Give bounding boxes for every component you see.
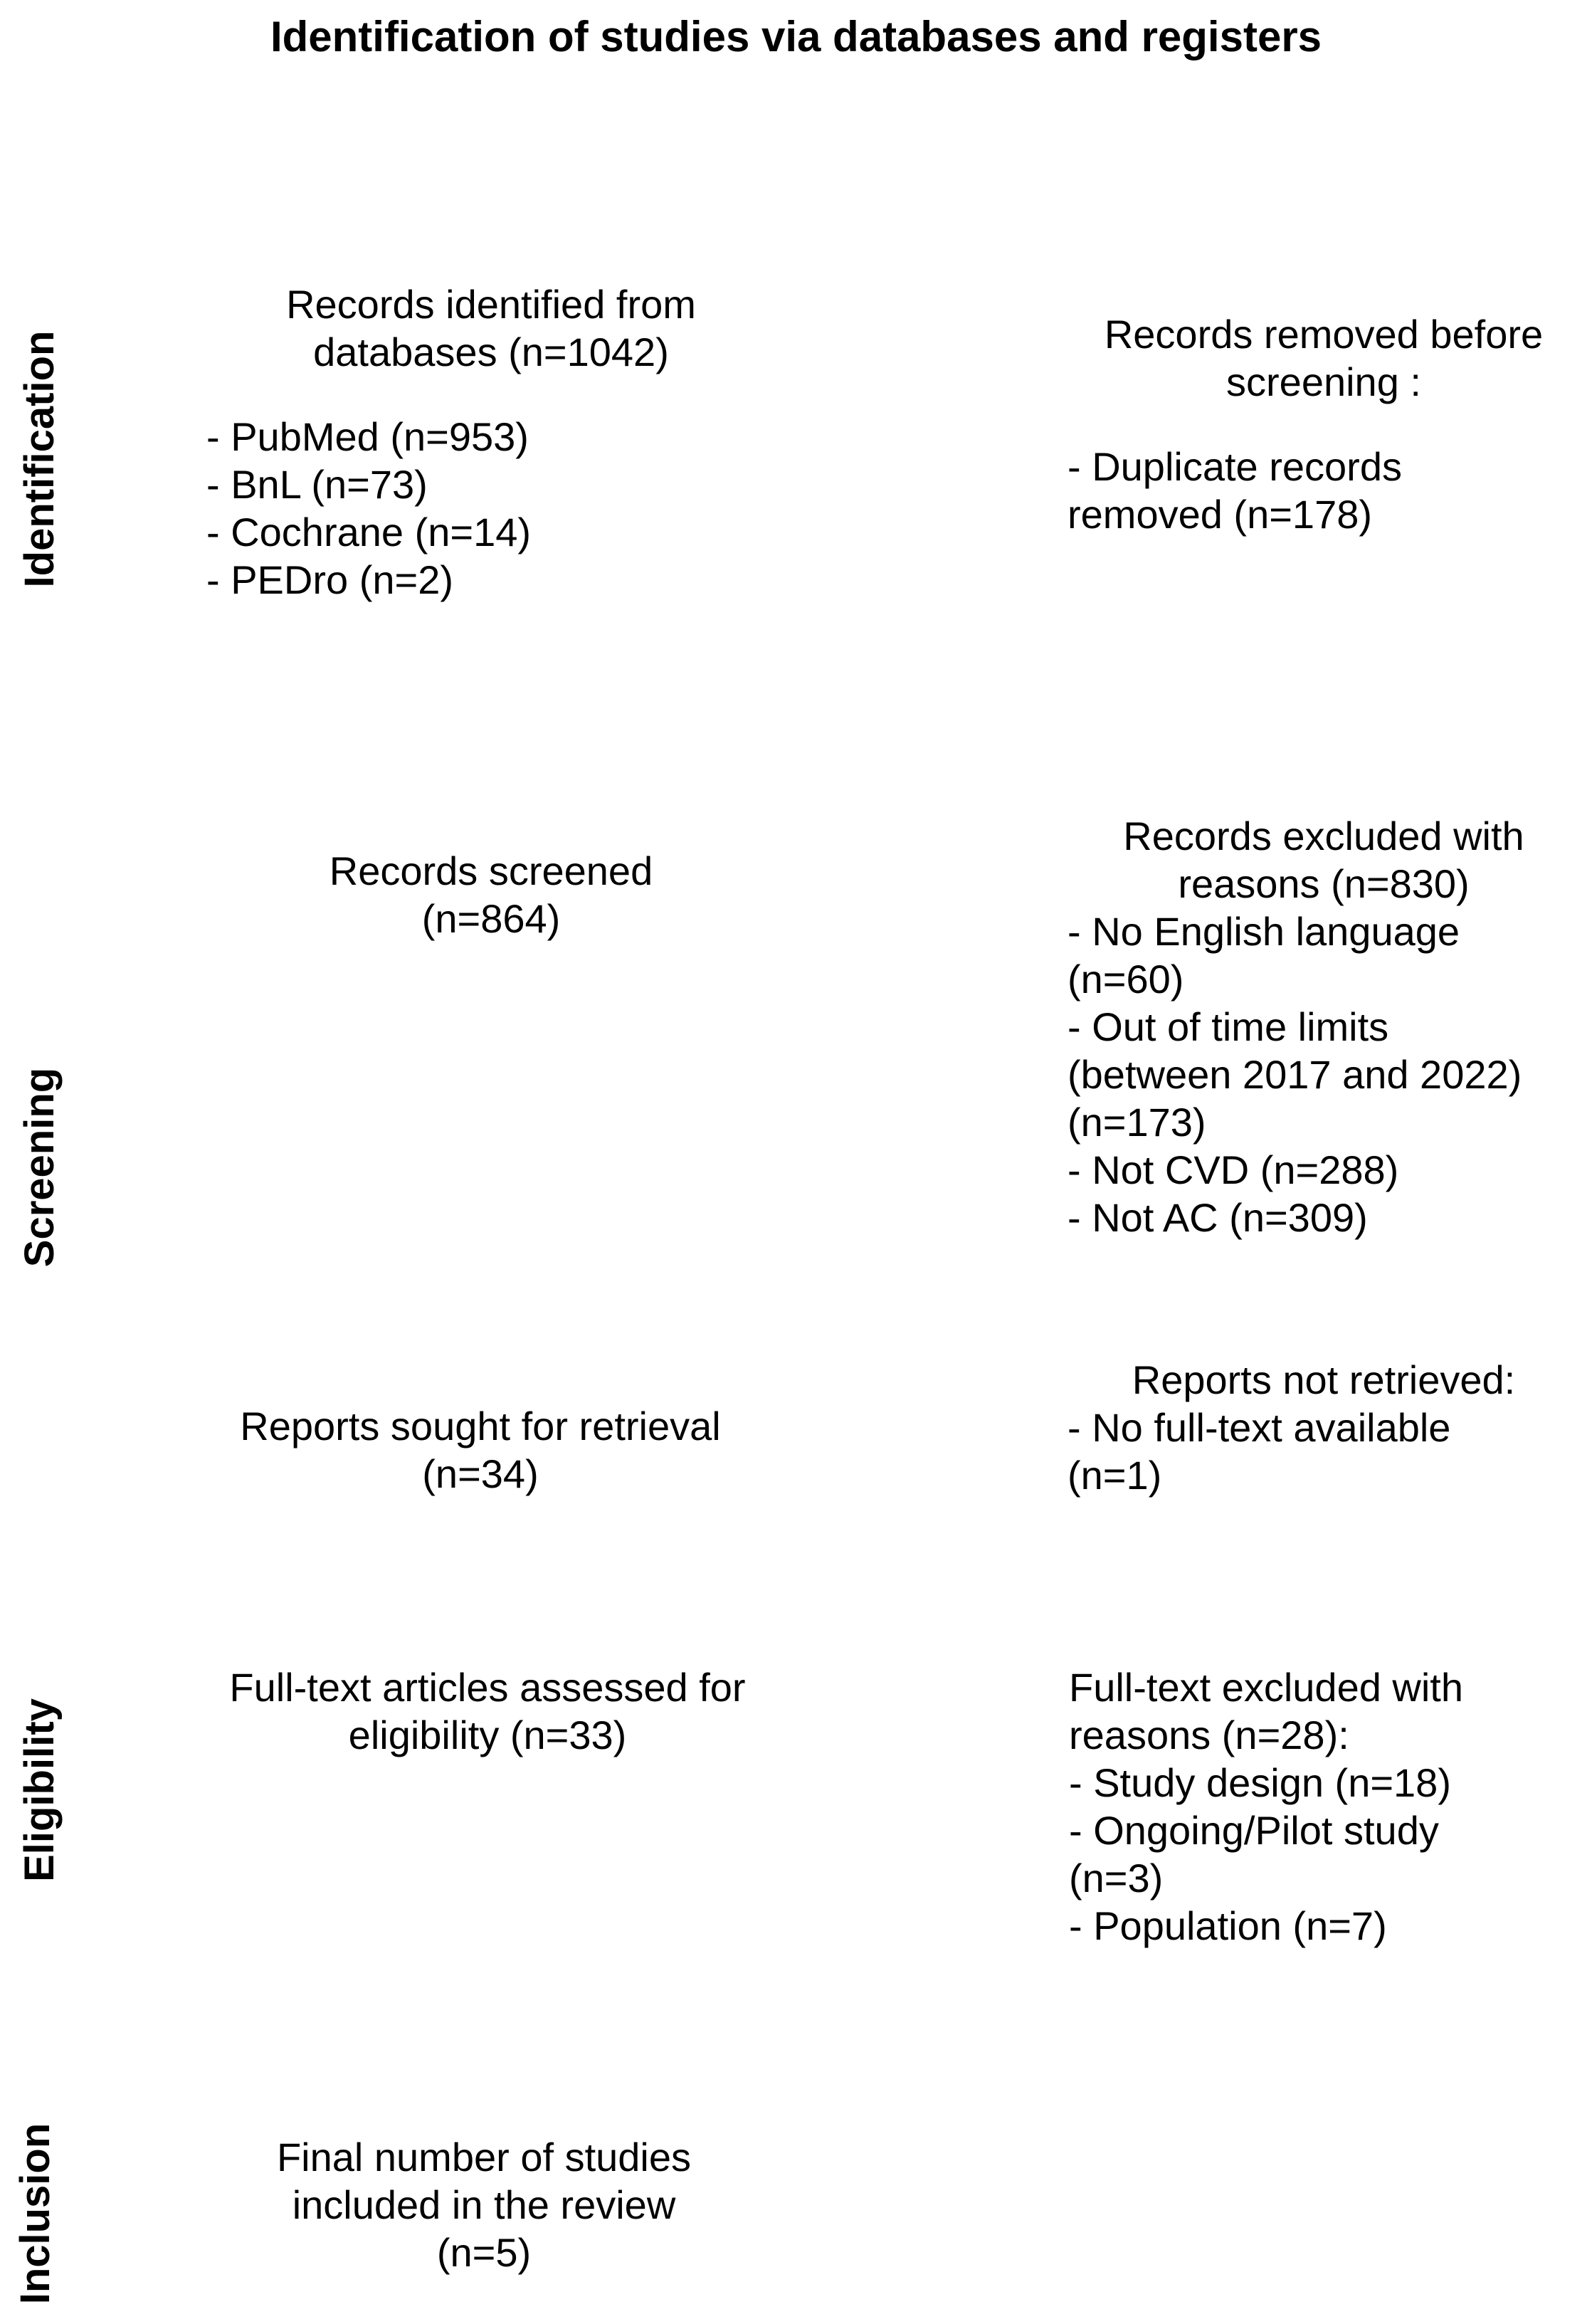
final-included-line-3: (n=5)	[436, 2230, 532, 2275]
fulltext-assessed-line-2: eligibility (n=33)	[348, 1713, 627, 1757]
excluded-reason-line: - Not CVD (n=288)	[1068, 1147, 1399, 1192]
records-identified-heading-1: Records identified from	[286, 282, 696, 327]
final-included-line-2: included in the review	[292, 2182, 676, 2227]
records-identified-heading-2: databases (n=1042)	[313, 330, 669, 374]
reports-sought-box	[192, 1402, 769, 1498]
excluded-reason-line: - Not AC (n=309)	[1068, 1195, 1368, 1240]
duplicates-line-1: - Duplicate records	[1068, 444, 1402, 489]
final-included-line-1: Final number of studies	[276, 2135, 692, 2180]
fulltext-excluded-line: reasons (n=28):	[1069, 1713, 1349, 1757]
records-excluded-heading-2: reasons (n=830)	[1178, 861, 1470, 906]
source-pedro: - PEDro (n=2)	[206, 557, 453, 602]
records-screened-line-1: Records screened	[329, 848, 653, 893]
not-retrieved-line-2: (n=1)	[1068, 1453, 1162, 1498]
excluded-reason-line: (n=60)	[1068, 957, 1184, 1001]
fulltext-excluded-line: Full-text excluded with	[1069, 1665, 1464, 1710]
records-removed-heading-1: Records removed before	[1104, 312, 1544, 357]
fulltext-excluded-line: (n=3)	[1069, 1856, 1164, 1900]
phase-eligibility-label: Eligibility	[16, 1698, 63, 1882]
not-retrieved-line-1: - No full-text available	[1068, 1405, 1451, 1450]
reports-sought-line-1: Reports sought for retrieval	[240, 1404, 721, 1448]
duplicates-line-2: removed (n=178)	[1068, 492, 1373, 537]
source-pubmed: - PubMed (n=953)	[206, 414, 529, 459]
final-included-box	[199, 2133, 769, 2276]
excluded-reason-line: (between 2017 and 2022)	[1068, 1052, 1522, 1097]
reports-not-retrieved-box	[1068, 1356, 1580, 1499]
excluded-reason-line: (n=173)	[1068, 1100, 1206, 1145]
source-bnl: - BnL (n=73)	[206, 462, 428, 507]
records-excluded-box	[1068, 812, 1580, 1241]
records-removed-box	[1068, 310, 1580, 538]
source-cochrane: - Cochrane (n=14)	[206, 510, 532, 554]
phase-inclusion-label: Inclusion	[12, 2123, 58, 2305]
reports-not-retrieved-heading: Reports not retrieved:	[1132, 1357, 1516, 1402]
excluded-reason-line: - Out of time limits	[1068, 1004, 1389, 1049]
records-removed-heading-2: screening :	[1226, 359, 1421, 404]
fulltext-assessed-box	[185, 1663, 790, 1759]
records-screened-box	[206, 847, 776, 942]
fulltext-excluded-line: - Population (n=7)	[1069, 1903, 1387, 1948]
reports-sought-line-2: (n=34)	[422, 1451, 539, 1496]
excluded-reason-line: - No English language	[1068, 909, 1460, 954]
diagram-title: Identification of studies via databases and registers	[270, 13, 1322, 61]
fulltext-assessed-line-1: Full-text articles assessed for	[229, 1665, 746, 1710]
phase-screening-label: Screening	[16, 1067, 63, 1268]
records-identified-box	[206, 280, 776, 604]
fulltext-excluded-line: - Study design (n=18)	[1069, 1760, 1451, 1805]
records-screened-line-2: (n=864)	[421, 896, 561, 941]
records-excluded-heading-1: Records excluded with	[1123, 814, 1524, 858]
fulltext-excluded-line: - Ongoing/Pilot study	[1069, 1808, 1439, 1853]
fulltext-excluded-box	[1069, 1663, 1581, 1950]
phase-identification-label: Identification	[16, 330, 63, 588]
